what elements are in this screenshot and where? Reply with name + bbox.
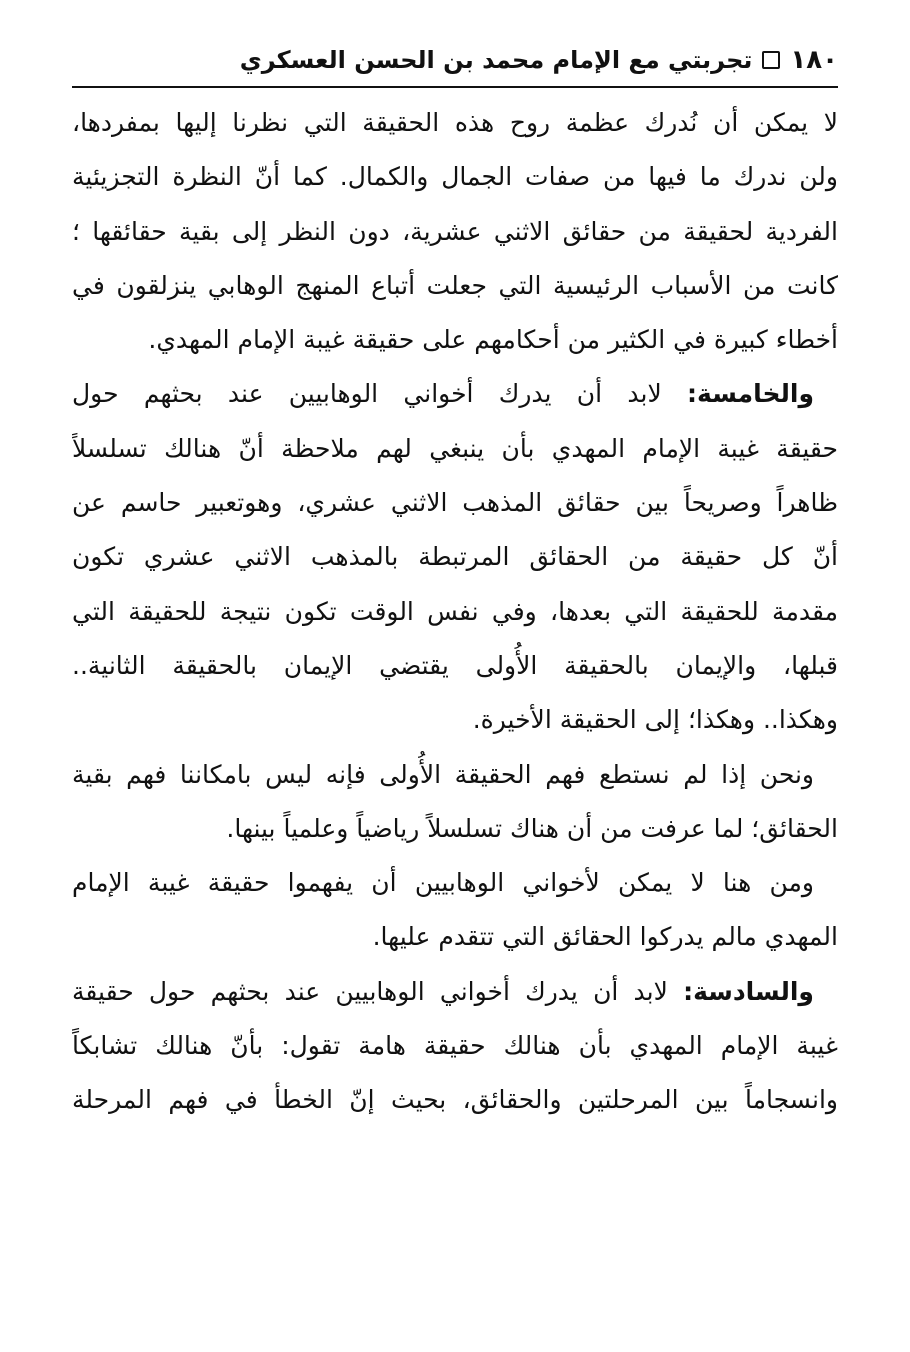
text-line	[72, 965, 838, 1019]
header-divider	[72, 86, 838, 88]
text-line: وهكذا.. وهكذا؛ إلى الحقيقة الأخيرة.	[472, 705, 838, 735]
text-run: لابد أن يدرك أخواني الوهابيين عند بحثهم حول	[72, 379, 662, 409]
text-line: الحقائق؛ لما عرفت من أن هناك تسلسلاً رياضياً وعلمياً بينها.	[226, 813, 838, 843]
text-line: أنّ كل حقيقة من الحقائق المرتبطة بالمذهب الاثني عشري تكون	[72, 542, 838, 572]
text-line: الفردية لحقيقة من حقائق الاثني عشرية، دون النظر إلى بقية حقائقها ؛	[72, 216, 838, 246]
running-title: تجربتي مع الإمام محمد بن الحسن العسكري	[239, 46, 753, 74]
paragraph	[72, 367, 838, 747]
text-line: أخطاء كبيرة في الكثير من أحكامهم على حقيقة غيبة الإمام المهدي.	[148, 325, 838, 355]
point-heading: والخامسة:	[687, 379, 815, 409]
text-line: مقدمة للحقيقة التي بعدها، وفي نفس الوقت تكون نتيجة للحقيقة التي	[72, 596, 838, 626]
text-line: ونحن إذا لم نستطع فهم الحقيقة الأُولى فإنه ليس بامكاننا فهم بقية	[72, 759, 814, 789]
paragraph	[72, 96, 838, 367]
text-line: حقيقة غيبة الإمام المهدي بأن ينبغي لهم ملاحظة أنّ هنالك تسلسلاً	[72, 433, 838, 463]
text-line: وانسجاماً بين المرحلتين والحقائق، بحيث إنّ الخطأ في فهم المرحلة	[72, 1085, 838, 1115]
text-run: لابد أن يدرك أخواني الوهابيين عند بحثهم حول حقيقة	[72, 976, 668, 1006]
paragraph	[72, 748, 838, 857]
point-heading: والسادسة:	[683, 976, 814, 1006]
body-text	[72, 96, 838, 1128]
page-header	[72, 36, 838, 84]
text-line: كانت من الأسباب الرئيسية التي جعلت أتباع المنهج الوهابي ينزلقون في	[72, 270, 838, 300]
square-ornament-icon	[762, 51, 780, 69]
paragraph	[72, 856, 838, 965]
text-line: ظاهراً وصريحاً بين حقائق المذهب الاثني عشري، وهوتعبير حاسم عن	[72, 488, 838, 518]
text-line	[72, 367, 838, 421]
page-number: ١٨٠	[790, 45, 838, 75]
text-line: المهدي مالم يدركوا الحقائق التي تتقدم عليها.	[372, 922, 838, 952]
text-line: ومن هنا لا يمكن لأخواني الوهابيين أن يفهموا حقيقة غيبة الإمام	[72, 868, 814, 898]
text-line: قبلها، والإيمان بالحقيقة الأُولى يقتضي الإيمان بالحقيقة الثانية..	[72, 650, 838, 680]
text-line: ولن ندرك ما فيها من صفات الجمال والكمال. كما أنّ النظرة التجزيئية	[72, 162, 838, 192]
text-line: غيبة الإمام المهدي بأن هنالك حقيقة هامة تقول: بأنّ هنالك تشابكاً	[72, 1031, 838, 1061]
paragraph	[72, 965, 838, 1128]
text-line: لا يمكن أن نُدرك عظمة روح هذه الحقيقة التي نظرنا إليها بمفردها،	[72, 108, 838, 137]
